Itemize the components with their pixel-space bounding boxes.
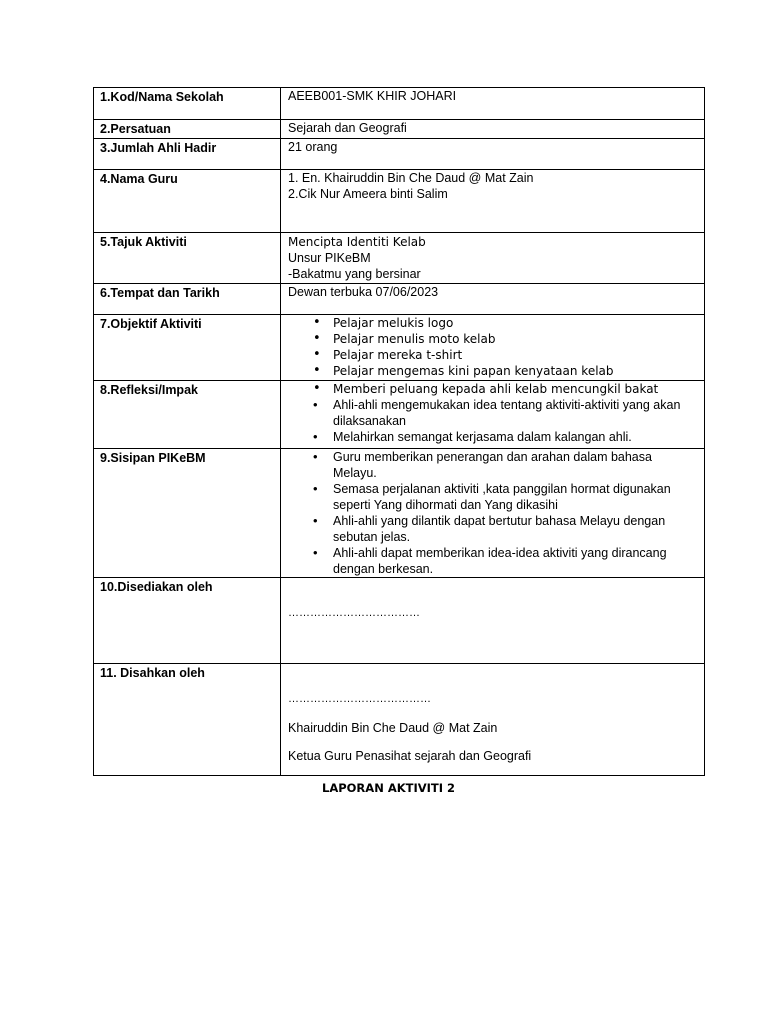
list-item: • Guru memberikan penerangan dan arahan dalam bahasa Melayu. [333, 449, 698, 481]
activity-report-table [93, 87, 705, 776]
row-place-date [94, 284, 705, 315]
list-item: • Pelajar menulis moto kelab [333, 331, 698, 347]
value-place-date: Dewan terbuka 07/06/2023 [281, 284, 705, 315]
teacher-line: 1. En. Khairuddin Bin Che Daud @ Mat Zain [288, 171, 534, 185]
title-line: Mencipta Identiti Kelab [288, 235, 426, 249]
row-school [94, 88, 705, 120]
row-reflection [94, 381, 705, 449]
list-item: • Ahli-ahli dapat memberikan idea-idea aktiviti yang dirancang dengan berkesan. [333, 545, 698, 577]
label-pikebm: 9.Sisipan PIKeBM [94, 449, 281, 578]
label-attendance: 3.Jumlah Ahli Hadir [94, 139, 281, 170]
value-teachers [281, 170, 705, 233]
list-item: • Memberi peluang kepada ahli kelab mencungkil bakat [333, 381, 698, 397]
list-item: • Pelajar mengemas kini papan kenyataan kelab [333, 363, 698, 379]
value-attendance: 21 orang [281, 139, 705, 170]
list-item: • Pelajar melukis logo [333, 315, 698, 331]
value-objectives [281, 315, 705, 381]
label-teachers: 4.Nama Guru [94, 170, 281, 233]
label-objectives: 7.Objektif Aktiviti [94, 315, 281, 381]
row-title [94, 233, 705, 284]
report-title: LAPORAN AKTIVITI 2 [322, 781, 456, 795]
label-title: 5.Tajuk Aktiviti [94, 233, 281, 284]
row-teachers [94, 170, 705, 233]
reflection-list [288, 381, 698, 445]
label-association: 2.Persatuan [94, 120, 281, 139]
value-association: Sejarah dan Geografi [281, 120, 705, 139]
signature-line: ……………………………… [288, 607, 420, 619]
list-item: • Ahli-ahli mengemukakan idea tentang aktiviti-aktiviti yang akan dilaksanakan [333, 397, 698, 429]
pikebm-list [288, 449, 698, 577]
value-pikebm [281, 449, 705, 578]
list-item: • Melahirkan semangat kerjasama dalam kalangan ahli. [333, 429, 698, 445]
row-attendance [94, 139, 705, 170]
value-reflection [281, 381, 705, 449]
label-school: 1.Kod/Nama Sekolah [94, 88, 281, 120]
label-place-date: 6.Tempat dan Tarikh [94, 284, 281, 315]
value-title [281, 233, 705, 284]
row-prepared-by [94, 578, 705, 664]
title-line: Unsur PIKeBM [288, 251, 371, 265]
list-item: • Semasa perjalanan aktiviti ,kata panggilan hormat digunakan seperti Yang dihormati dan Yang dikasihi [333, 481, 698, 513]
row-pikebm [94, 449, 705, 578]
title-line: -Bakatmu yang bersinar [288, 267, 421, 281]
value-approved-by [281, 664, 705, 776]
row-objectives [94, 315, 705, 381]
value-prepared-by [281, 578, 705, 664]
label-prepared-by: 10.Disediakan oleh [94, 578, 281, 664]
row-approved-by [94, 664, 705, 776]
row-association [94, 120, 705, 139]
label-reflection: 8.Refleksi/Impak [94, 381, 281, 449]
approver-title: Ketua Guru Penasihat sejarah dan Geografi [288, 749, 532, 763]
label-approved-by: 11. Disahkan oleh [94, 664, 281, 776]
approver-name: Khairuddin Bin Che Daud @ Mat Zain [288, 721, 498, 735]
value-school: AEEB001-SMK KHIR JOHARI [281, 88, 705, 120]
objectives-list [288, 315, 698, 379]
signature-line: ………………………………… [288, 693, 431, 705]
list-item: • Ahli-ahli yang dilantik dapat bertutur bahasa Melayu dengan sebutan jelas. [333, 513, 698, 545]
teacher-line: 2.Cik Nur Ameera binti Salim [288, 187, 448, 201]
list-item: • Pelajar mereka t-shirt [333, 347, 698, 363]
